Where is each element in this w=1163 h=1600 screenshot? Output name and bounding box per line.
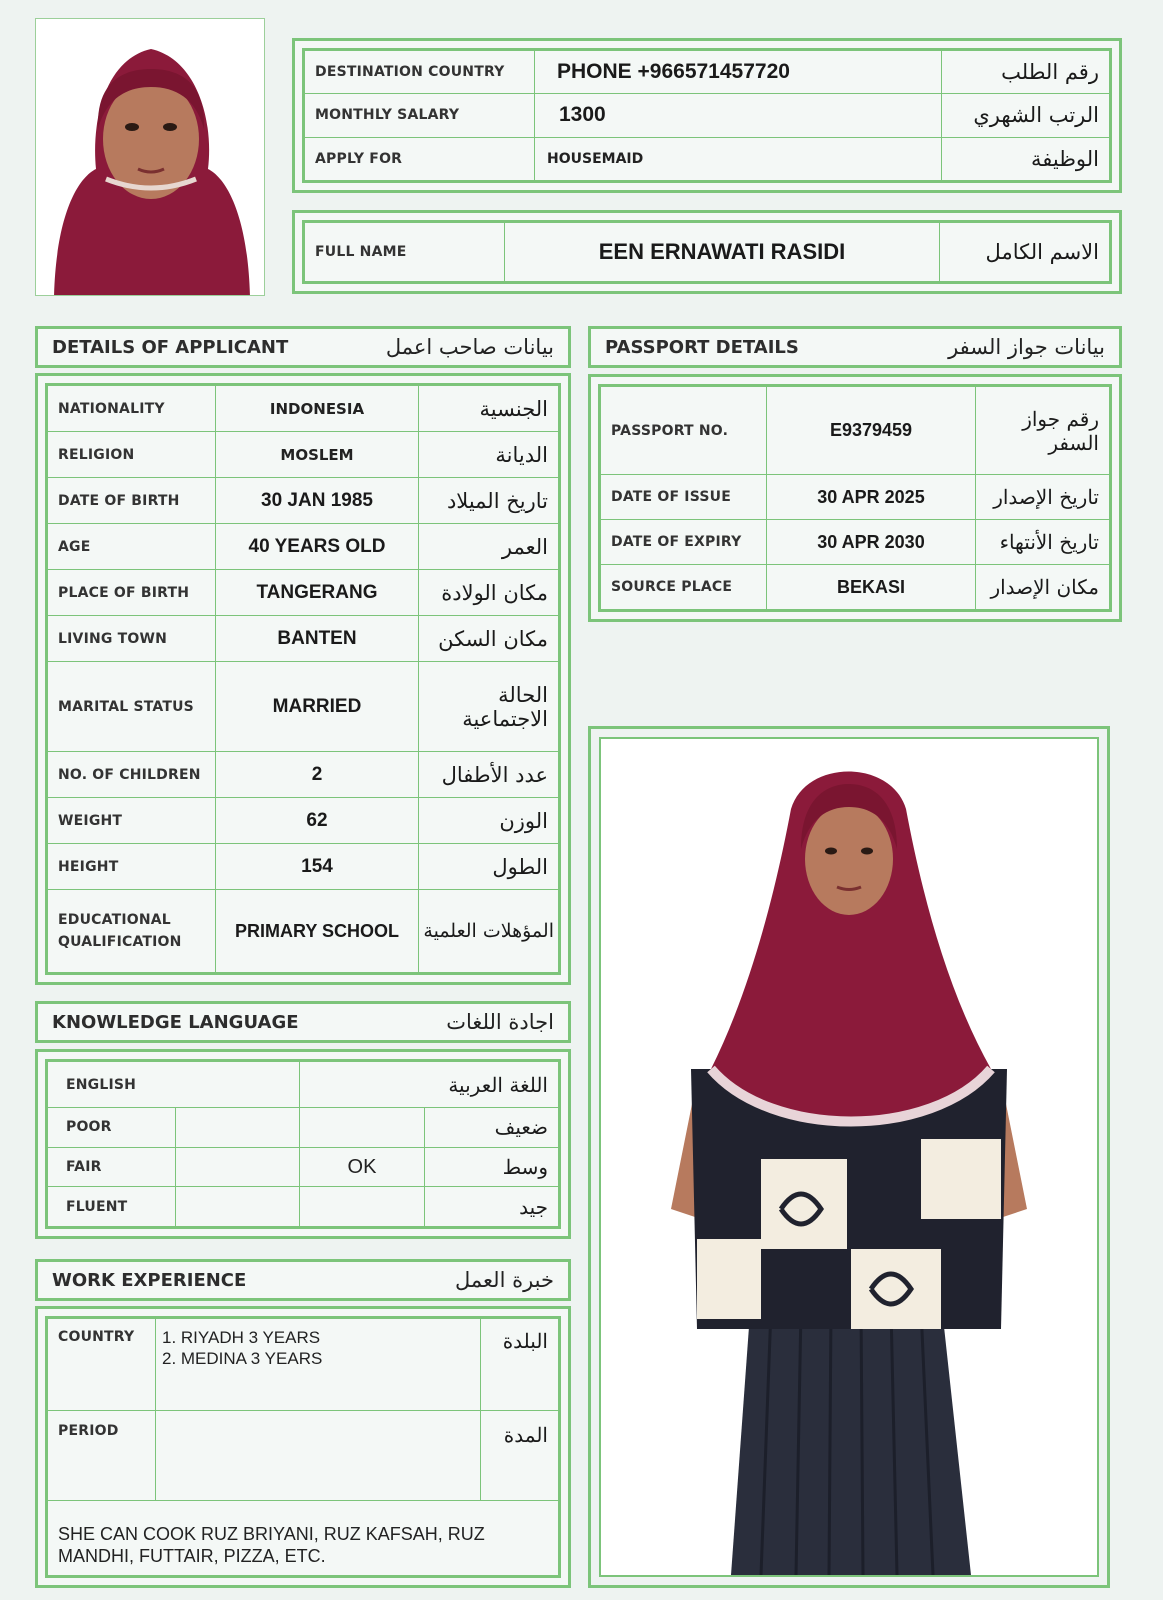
english-fluent-cell	[176, 1187, 300, 1227]
table-row	[48, 478, 559, 524]
experience-section-title-arabic: خبرة العمل	[455, 1268, 554, 1292]
date-of-expiry-arabic: تاريخ الأنتهاء	[976, 520, 1110, 565]
weight-arabic: الوزن	[419, 798, 559, 844]
applicant-portrait-photo	[35, 18, 265, 296]
table-row	[48, 1411, 559, 1501]
applicant-details-table	[47, 385, 559, 973]
country-line-2: 2. MEDINA 3 YEARS	[162, 1349, 323, 1368]
country-arabic: البلدة	[481, 1319, 559, 1411]
passport-section-title-arabic: بيانات جواز السفر	[948, 335, 1105, 359]
passport-no-arabic: رقم جواز السفر	[976, 387, 1110, 475]
passport-section-title: PASSPORT DETAILS	[605, 336, 799, 358]
level-fair-arabic: وسط	[425, 1147, 559, 1187]
destination-country-label: DESTINATION COUNTRY	[305, 51, 535, 94]
table-row	[48, 570, 559, 616]
apply-for-arabic: الوظيفة	[942, 137, 1110, 180]
language-section-header	[35, 1001, 571, 1043]
religion-value: MOSLEM	[216, 432, 419, 478]
table-row	[48, 616, 559, 662]
date-of-issue-label: DATE OF ISSUE	[601, 475, 767, 520]
place-of-birth-value: TANGERANG	[216, 570, 419, 616]
period-value	[156, 1411, 481, 1501]
children-arabic: عدد الأطفال	[419, 752, 559, 798]
passport-section-header	[588, 326, 1122, 368]
religion-arabic: الديانة	[419, 432, 559, 478]
english-fair-cell	[176, 1147, 300, 1187]
place-of-birth-label: PLACE OF BIRTH	[48, 570, 216, 616]
nationality-arabic: الجنسية	[419, 386, 559, 432]
date-of-expiry-value: 30 APR 2030	[767, 520, 976, 565]
table-row	[48, 752, 559, 798]
applicant-section-title-arabic: بيانات صاحب اعمل	[385, 335, 554, 359]
place-of-birth-arabic: مكان الولادة	[419, 570, 559, 616]
header-table	[304, 50, 1110, 181]
language-section-title: KNOWLEDGE LANGUAGE	[52, 1011, 299, 1033]
children-value: 2	[216, 752, 419, 798]
applicant-details-box	[35, 373, 571, 985]
table-row	[48, 1501, 559, 1576]
children-label: NO. OF CHILDREN	[48, 752, 216, 798]
date-of-birth-value: 30 JAN 1985	[216, 478, 419, 524]
date-of-issue-value: 30 APR 2025	[767, 475, 976, 520]
table-row	[48, 890, 559, 973]
source-place-value: BEKASI	[767, 565, 976, 610]
experience-box	[35, 1306, 571, 1588]
weight-label: WEIGHT	[48, 798, 216, 844]
passport-details-table	[600, 386, 1110, 610]
table-row	[305, 94, 1110, 137]
full-name-value: EEN ERNAWATI RASIDI	[505, 223, 940, 282]
arabic-poor-cell	[300, 1108, 425, 1148]
arabic-language-label: اللغة العربية	[300, 1062, 559, 1108]
experience-section-title: WORK EXPERIENCE	[52, 1269, 247, 1291]
table-row	[48, 1062, 559, 1108]
age-label: AGE	[48, 524, 216, 570]
table-row	[48, 1187, 559, 1227]
table-row	[48, 662, 559, 752]
country-line-1: 1. RIYADH 3 YEARS	[162, 1328, 321, 1347]
nationality-label: NATIONALITY	[48, 386, 216, 432]
table-row	[48, 386, 559, 432]
height-value: 154	[216, 844, 419, 890]
country-label: COUNTRY	[48, 1319, 156, 1411]
age-arabic: العمر	[419, 524, 559, 570]
full-name-table	[304, 222, 1110, 282]
experience-section-header	[35, 1259, 571, 1301]
header-info-box	[292, 38, 1122, 193]
level-poor-arabic: ضعيف	[425, 1108, 559, 1148]
portrait-image	[36, 19, 265, 296]
table-row	[48, 432, 559, 478]
table-row	[305, 223, 1110, 282]
age-value: 40 YEARS OLD	[216, 524, 419, 570]
full-name-label: FULL NAME	[305, 223, 505, 282]
source-place-label: SOURCE PLACE	[601, 565, 767, 610]
date-of-birth-arabic: تاريخ الميلاد	[419, 478, 559, 524]
table-row	[48, 1108, 559, 1148]
period-arabic: المدة	[481, 1411, 559, 1501]
table-row	[48, 844, 559, 890]
full-name-arabic: الاسم الكامل	[940, 223, 1110, 282]
monthly-salary-arabic: الرتب الشهري	[942, 94, 1110, 137]
source-place-arabic: مكان الإصدار	[976, 565, 1110, 610]
full-body-image	[601, 739, 1097, 1575]
experience-table	[47, 1318, 559, 1576]
height-label: HEIGHT	[48, 844, 216, 890]
monthly-salary-value: 1300	[535, 94, 942, 137]
education-label: EDUCATIONAL QUALIFICATION	[48, 890, 216, 973]
english-poor-cell	[176, 1108, 300, 1148]
language-table	[47, 1061, 559, 1227]
table-row	[601, 520, 1110, 565]
table-row	[305, 51, 1110, 94]
weight-value: 62	[216, 798, 419, 844]
applicant-section-header	[35, 326, 571, 368]
living-town-arabic: مكان السكن	[419, 616, 559, 662]
level-fluent-label: FLUENT	[48, 1187, 176, 1227]
table-row	[601, 475, 1110, 520]
destination-country-arabic: رقم الطلب	[942, 51, 1110, 94]
height-arabic: الطول	[419, 844, 559, 890]
table-row	[48, 798, 559, 844]
country-value	[156, 1319, 481, 1411]
marital-status-value: MARRIED	[216, 662, 419, 752]
level-fluent-arabic: جيد	[425, 1187, 559, 1227]
passport-details-box	[588, 374, 1122, 622]
religion-label: RELIGION	[48, 432, 216, 478]
applicant-section-title: DETAILS OF APPLICANT	[52, 336, 289, 358]
marital-status-arabic: الحالة الاجتماعية	[419, 662, 559, 752]
passport-no-label: PASSPORT NO.	[601, 387, 767, 475]
english-language-label: ENGLISH	[48, 1062, 300, 1108]
table-row	[601, 387, 1110, 475]
education-value: PRIMARY SCHOOL	[216, 890, 419, 973]
period-label: PERIOD	[48, 1411, 156, 1501]
apply-for-label: APPLY FOR	[305, 137, 535, 180]
monthly-salary-label: MONTHLY SALARY	[305, 94, 535, 137]
nationality-value: INDONESIA	[216, 386, 419, 432]
applicant-full-body-photo	[588, 726, 1110, 1588]
date-of-expiry-label: DATE OF EXPIRY	[601, 520, 767, 565]
cooking-skills-note: SHE CAN COOK RUZ BRIYANI, RUZ KAFSAH, RUZ MANDHI, FUTTAIR, PIZZA, ETC.	[48, 1501, 559, 1576]
table-row	[48, 1319, 559, 1411]
living-town-value: BANTEN	[216, 616, 419, 662]
level-poor-label: POOR	[48, 1108, 176, 1148]
date-of-issue-arabic: تاريخ الإصدار	[976, 475, 1110, 520]
education-arabic: المؤهلات العلمية	[419, 890, 559, 973]
level-fair-label: FAIR	[48, 1147, 176, 1187]
language-box	[35, 1049, 571, 1239]
arabic-fair-cell: OK	[300, 1147, 425, 1187]
destination-country-value: PHONE +966571457720	[535, 51, 942, 94]
arabic-fluent-cell	[300, 1187, 425, 1227]
language-section-title-arabic: اجادة اللغات	[446, 1010, 554, 1034]
table-row	[305, 137, 1110, 180]
table-row	[601, 565, 1110, 610]
passport-no-value: E9379459	[767, 387, 976, 475]
full-name-box	[292, 210, 1122, 294]
date-of-birth-label: DATE OF BIRTH	[48, 478, 216, 524]
table-row	[48, 524, 559, 570]
table-row	[48, 1147, 559, 1187]
marital-status-label: MARITAL STATUS	[48, 662, 216, 752]
living-town-label: LIVING TOWN	[48, 616, 216, 662]
apply-for-value: HOUSEMAID	[535, 137, 942, 180]
